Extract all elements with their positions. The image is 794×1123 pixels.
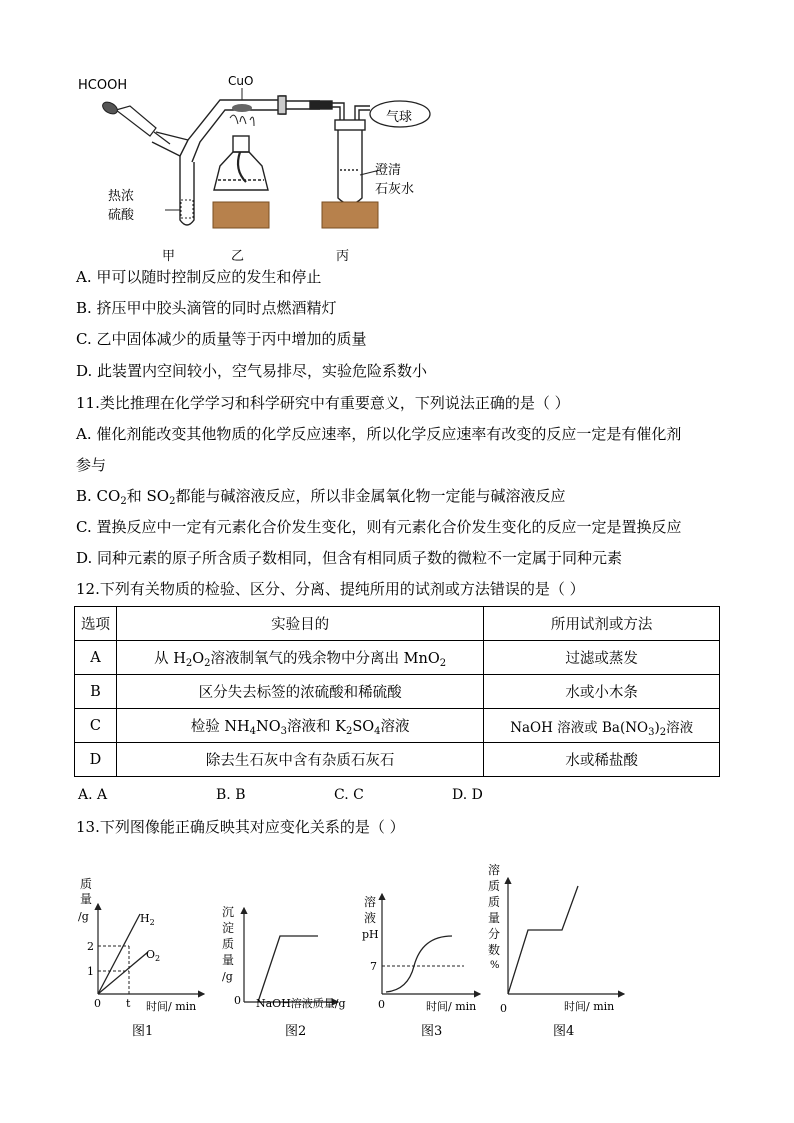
row-option: D: [75, 743, 117, 777]
header-option: 选项: [75, 607, 117, 641]
table-row: [75, 675, 720, 709]
x-axis-label: 时间/ min: [426, 1000, 477, 1013]
answer-option-b: B. B: [216, 787, 246, 803]
answer-option-a: A. A: [78, 787, 108, 803]
h2-label: $H_2$: [140, 912, 155, 927]
figure-3-caption: 图3: [421, 1024, 443, 1039]
y-axis-label: 分: [488, 927, 501, 941]
q11-option-b: B. $CO_2$和 $SO_2$都能与碱溶液反应，所以非金属氧化物一定能与碱溶液反应: [76, 487, 566, 507]
q11-option-a-cont: 参与: [76, 456, 107, 474]
o2-line: [98, 952, 148, 994]
balloon-label: 气球: [386, 110, 413, 125]
q11-option-c: C. 置换反应中一定有元素化合价发生变化，则有元素化合价发生变化的反应一定是置换反应: [76, 518, 682, 536]
row-method: 过滤或蒸发: [484, 641, 720, 675]
row-option: B: [75, 675, 117, 709]
row-purpose: 检验 $NH_4NO_3$溶液和 $K_2SO_4$溶液: [116, 709, 483, 743]
y-axis-label: %: [490, 960, 500, 971]
y-axis-label: 溶: [364, 895, 377, 909]
y-axis-label: 质: [80, 877, 93, 891]
figure-2-caption: 图2: [285, 1024, 307, 1039]
row-purpose: 除去生石灰中含有杂质石灰石: [116, 743, 483, 777]
y-axis-label: 质: [222, 937, 235, 951]
x-axis-label: NaOH溶液质量/g: [256, 997, 346, 1010]
q11-option-d: D. 同种元素的原子所含质子数相同，但含有相同质子数的微粒不一定属于同种元素: [76, 549, 623, 567]
row-option: C: [75, 709, 117, 743]
ph-curve: [386, 936, 452, 992]
y-axis-label: 沉: [222, 905, 235, 919]
hcooh-label: HCOOH: [78, 78, 128, 93]
y-axis-label: 量: [80, 892, 93, 906]
o2-label: $O_2$: [146, 948, 161, 963]
figure-1-caption: 图1: [132, 1024, 154, 1039]
header-method: 所用试剂或方法: [484, 607, 720, 641]
answer-option-d: D. D: [452, 787, 483, 803]
header-purpose: 实验目的: [116, 607, 483, 641]
flame: [230, 115, 254, 126]
q10-option-a: A. 甲可以随时控制反应的发生和停止: [76, 268, 322, 286]
lime-water-label-1: 澄清: [375, 163, 402, 178]
tick-7: 7: [370, 960, 377, 973]
lime-water-label-2: 石灰水: [375, 182, 415, 197]
wood-block: [322, 202, 378, 228]
combustion-tube: [275, 96, 286, 114]
row-method: 水或小木条: [484, 675, 720, 709]
q10-option-c: C. 乙中固体减少的质量等于丙中增加的质量: [76, 330, 367, 348]
y-axis-label: /g: [78, 910, 89, 923]
table-header-row: [75, 607, 720, 641]
y-axis-label: /g: [222, 970, 233, 983]
mass-fraction-line: [508, 886, 578, 994]
acid-label-2: 硫酸: [108, 208, 135, 223]
figure-3: [356, 880, 486, 1020]
tick-2: 2: [87, 940, 94, 953]
rubber-connector: [286, 101, 370, 122]
x-axis-label: 时间/ min: [146, 1000, 197, 1013]
yi-label: 乙: [231, 249, 245, 264]
figure-4: [484, 860, 634, 1020]
test-tube: [335, 120, 365, 204]
acid-liquid: [181, 200, 193, 218]
wood-block: [213, 202, 269, 228]
tick-t: t: [126, 997, 131, 1010]
q10-option-b: B. 挤压甲中胶头滴管的同时点燃酒精灯: [76, 299, 337, 317]
row-option: A: [75, 641, 117, 675]
bing-label: 丙: [336, 249, 350, 264]
dropper: [101, 100, 170, 144]
q11-stem: 11.类比推理在化学学习和科学研究中有重要意义，下列说法正确的是（ ）: [76, 394, 570, 412]
precipitate-line: [258, 936, 318, 1002]
figure-1: [72, 870, 222, 1020]
origin-label: 0: [234, 994, 241, 1007]
h2-line: [98, 914, 140, 994]
row-method: NaOH 溶液或 $Ba(NO_3)_2$溶液: [484, 709, 720, 743]
x-axis-label: 时间/ min: [564, 1000, 615, 1013]
origin-label: 0: [378, 998, 385, 1011]
row-purpose: 从 $H_2O_2$溶液制氧气的残余物中分离出 MnO$_2$: [116, 641, 483, 675]
y-axis-label: 溶: [488, 863, 501, 877]
q12-table: [74, 606, 720, 777]
origin-label: 0: [94, 997, 101, 1010]
y-axis-label: 量: [488, 911, 501, 925]
y-axis-label: 液: [364, 911, 377, 925]
table-row: [75, 709, 720, 743]
row-purpose: 区分失去标签的浓硫酸和稀硫酸: [116, 675, 483, 709]
q12-stem: 12.下列有关物质的检验、区分、分离、提纯所用的试剂或方法错误的是（ ）: [76, 580, 585, 598]
jia-label: 甲: [162, 249, 176, 264]
q10-option-d: D. 此装置内空间较小，空气易排尽，实验危险系数小: [76, 362, 428, 380]
table-row: [75, 743, 720, 777]
origin-label: 0: [500, 1002, 507, 1015]
y-axis-label: 数: [488, 943, 501, 957]
answer-option-c: C. C: [334, 787, 364, 803]
tick-1: 1: [87, 965, 94, 978]
figure-4-caption: 图4: [553, 1024, 575, 1039]
figure-2: [214, 890, 364, 1020]
y-axis-label: 质: [488, 895, 501, 909]
q13-stem: 13.下列图像能正确反映其对应变化关系的是（ ）: [76, 818, 405, 836]
y-axis-label: pH: [362, 928, 379, 941]
y-axis-label: 淀: [222, 921, 235, 935]
table-row: [75, 641, 720, 675]
cuo-label: CuO: [228, 74, 254, 88]
y-axis-label: 质: [488, 879, 501, 893]
acid-label-1: 热浓: [108, 189, 135, 204]
q11-option-a: A. 催化剂能改变其他物质的化学反应速率，所以化学反应速率有改变的反应一定是有催化剂: [76, 425, 682, 443]
alcohol-lamp: [214, 136, 268, 190]
row-method: 水或稀盐酸: [484, 743, 720, 777]
y-axis-label: 量: [222, 953, 235, 967]
